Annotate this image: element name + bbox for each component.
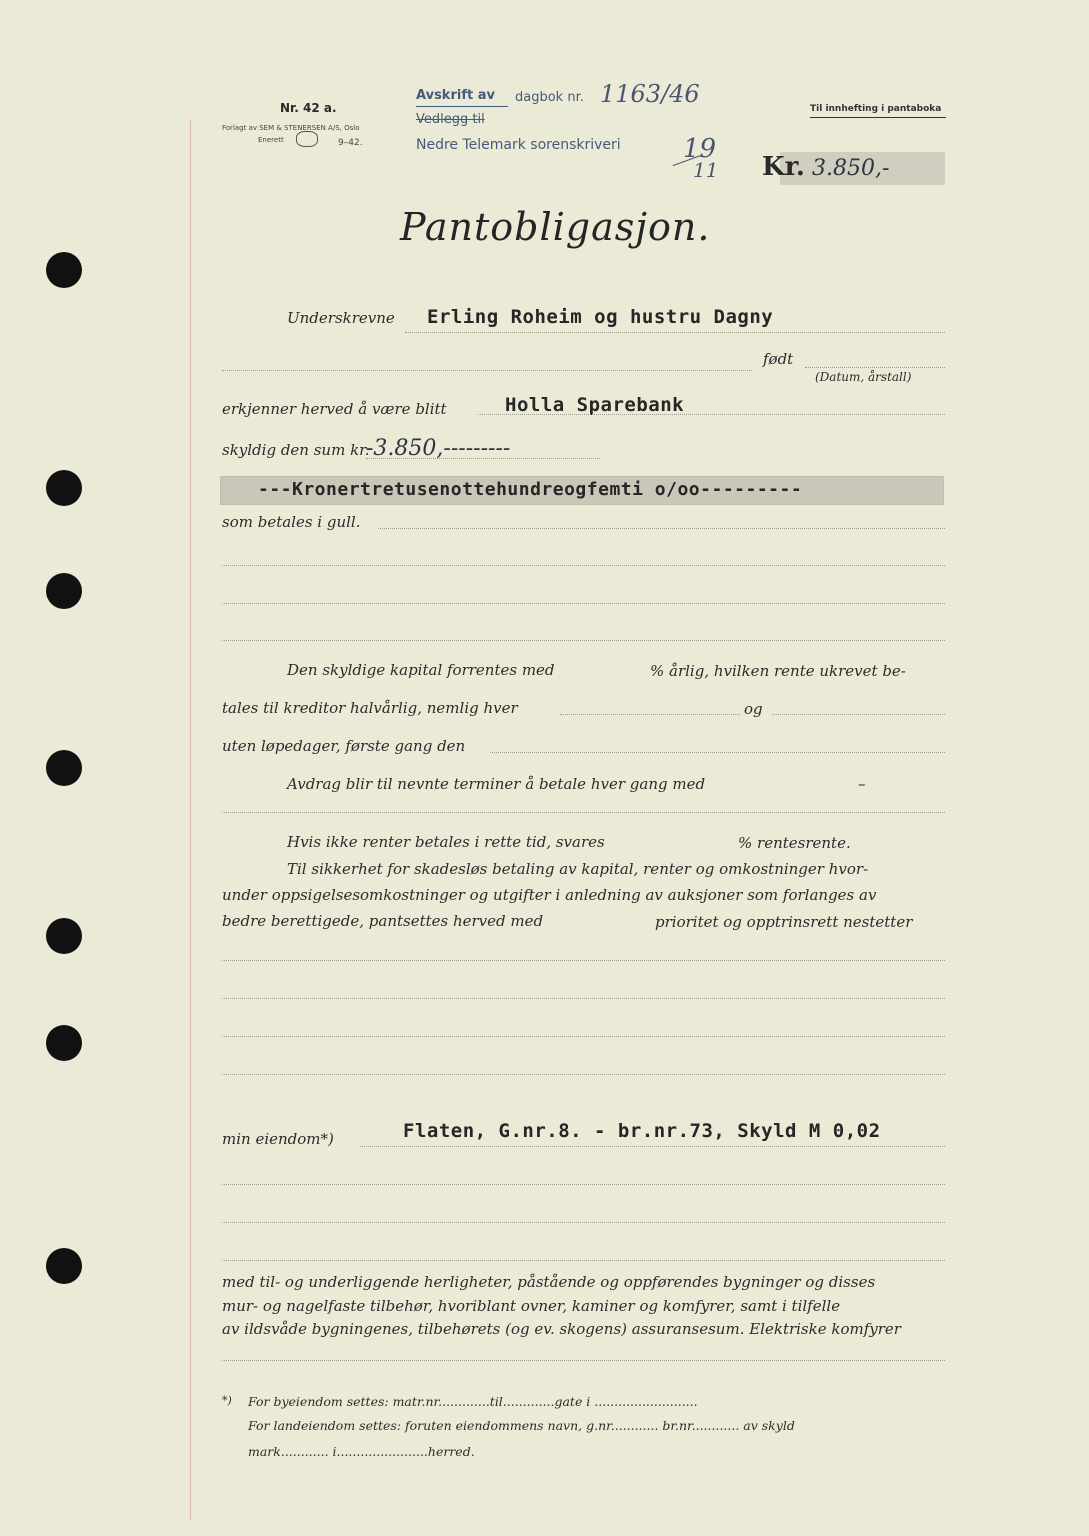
footnote-line-3: mark............ i.......................herred. <box>248 1444 475 1459</box>
fill-line <box>222 640 945 641</box>
default-text: Hvis ikke renter betales i rette tid, svares <box>287 833 605 851</box>
undersigned-label: Underskrevne <box>287 309 395 327</box>
property-value: Flaten, G.nr.8. - br.nr.73, Skyld M 0,02 <box>403 1120 881 1142</box>
footnote-line-2: For landeiendom settes: foruten eiendommens navn, g.nr............ br.nr............ av skyld <box>248 1418 795 1433</box>
fill-line <box>360 1146 945 1147</box>
date-month-handwritten: 11 <box>693 158 719 182</box>
fill-line <box>222 1222 945 1223</box>
punch-hole <box>46 918 82 954</box>
creditor-value: Holla Sparebank <box>505 394 685 416</box>
publisher-logo-icon <box>296 131 318 147</box>
publisher-enerett: Enerett <box>258 136 284 144</box>
punch-hole <box>46 750 82 786</box>
publisher-date: 9–42. <box>338 138 363 148</box>
payable-label: som betales i gull. <box>222 513 361 531</box>
stamp-court: Nedre Telemark sorenskriveri <box>416 137 621 153</box>
fill-line <box>222 603 945 604</box>
fill-line <box>405 332 945 333</box>
fill-line <box>222 565 945 566</box>
stamp-underline <box>416 106 508 107</box>
margin-rule <box>190 120 191 1520</box>
publisher-line: Forlagt av SEM & STENERSEN A/S, Oslo <box>222 124 360 132</box>
fill-line <box>772 714 945 715</box>
fill-line <box>222 1074 945 1075</box>
installment-dash: – <box>858 775 866 793</box>
fill-line <box>366 458 600 459</box>
footnote-line-1: For byeiendom settes: matr.nr.............til.............gate i .......................... <box>248 1394 698 1409</box>
date-day-handwritten: 19 <box>683 134 717 164</box>
appurtenance-text-1: med til- og underliggende herligheter, påstående og oppførendes bygninger og disses <box>222 1273 876 1291</box>
filing-note-underline <box>810 117 946 118</box>
punch-hole <box>46 252 82 288</box>
undersigned-value: Erling Roheim og hustru Dagny <box>427 306 774 328</box>
appurtenance-text-2: mur- og nagelfaste tilbehør, hvoriblant ovner, kaminer og komfyrer, samt i tilfelle <box>222 1297 841 1315</box>
security-text-2: under oppsigelsesomkostninger og utgifter i anledning av auksjoner som forlanges av <box>222 886 877 904</box>
amount-prefix: Kr. <box>762 152 805 182</box>
installment-text: Avdrag blir til nevnte terminer å betale hver gang med <box>287 775 706 793</box>
filing-note: Til innhefting i pantaboka <box>810 104 942 114</box>
fill-line <box>560 714 740 715</box>
punch-hole <box>46 470 82 506</box>
page-title: Pantobligasjon. <box>400 205 711 249</box>
dagbok-number-handwritten: 1163/46 <box>600 80 700 108</box>
interest-text-5: uten løpedager, første gang den <box>222 737 466 755</box>
born-fill-line <box>805 367 945 368</box>
fill-line <box>478 414 945 415</box>
interest-text-4: og <box>744 700 763 718</box>
interest-text-2: % årlig, hvilken rente ukrevet be- <box>650 662 906 680</box>
security-text-4: prioritet og opptrinsrett nestetter <box>655 913 913 931</box>
born-hint: (Datum, årstall) <box>815 370 912 384</box>
form-number: Nr. 42 a. <box>280 101 337 115</box>
interest-text-3: tales til kreditor halvårlig, nemlig hver <box>222 699 518 717</box>
security-text-1: Til sikkerhet for skadesløs betaling av kapital, renter og omkostninger hvor- <box>287 860 869 878</box>
fill-line <box>222 960 945 961</box>
fill-line <box>222 1260 945 1261</box>
punch-hole <box>46 1248 82 1284</box>
owe-label: skyldig den sum kr. <box>222 441 370 459</box>
appurtenance-text-3: av ildsvåde bygningenes, tilbehørets (og ev. skogens) assuransesum. Elektriske komfyrer <box>222 1320 901 1338</box>
amount-value: 3.850,- <box>812 156 890 181</box>
punch-hole <box>46 573 82 609</box>
owe-value: -3.850,--------- <box>366 436 511 461</box>
fill-line <box>490 752 945 753</box>
stamp-dagbok: dagbok nr. <box>515 90 584 105</box>
interest-text: Den skyldige kapital forrentes med <box>287 661 555 679</box>
security-text-3: bedre berettigede, pantsettes herved med <box>222 912 544 930</box>
stamp-vedlegg: Vedlegg til <box>416 112 485 127</box>
fill-line <box>222 370 752 371</box>
punch-hole <box>46 1025 82 1061</box>
born-label: født <box>763 350 794 368</box>
fill-line <box>222 1036 945 1037</box>
fill-line <box>222 998 945 999</box>
fill-line <box>222 1360 945 1361</box>
fill-line <box>378 528 945 529</box>
fill-line <box>222 1184 945 1185</box>
acknowledge-label: erkjenner herved å være blitt <box>222 400 447 418</box>
amount-words: ---Kronertretusenottehundreogfemti o/oo--------- <box>258 479 803 500</box>
fill-line <box>222 812 945 813</box>
footnote-mark: *) <box>222 1394 232 1407</box>
property-label: min eiendom*) <box>222 1130 334 1148</box>
default-text-2: % rentesrente. <box>738 834 851 852</box>
stamp-avskrift: Avskrift av <box>416 88 495 103</box>
